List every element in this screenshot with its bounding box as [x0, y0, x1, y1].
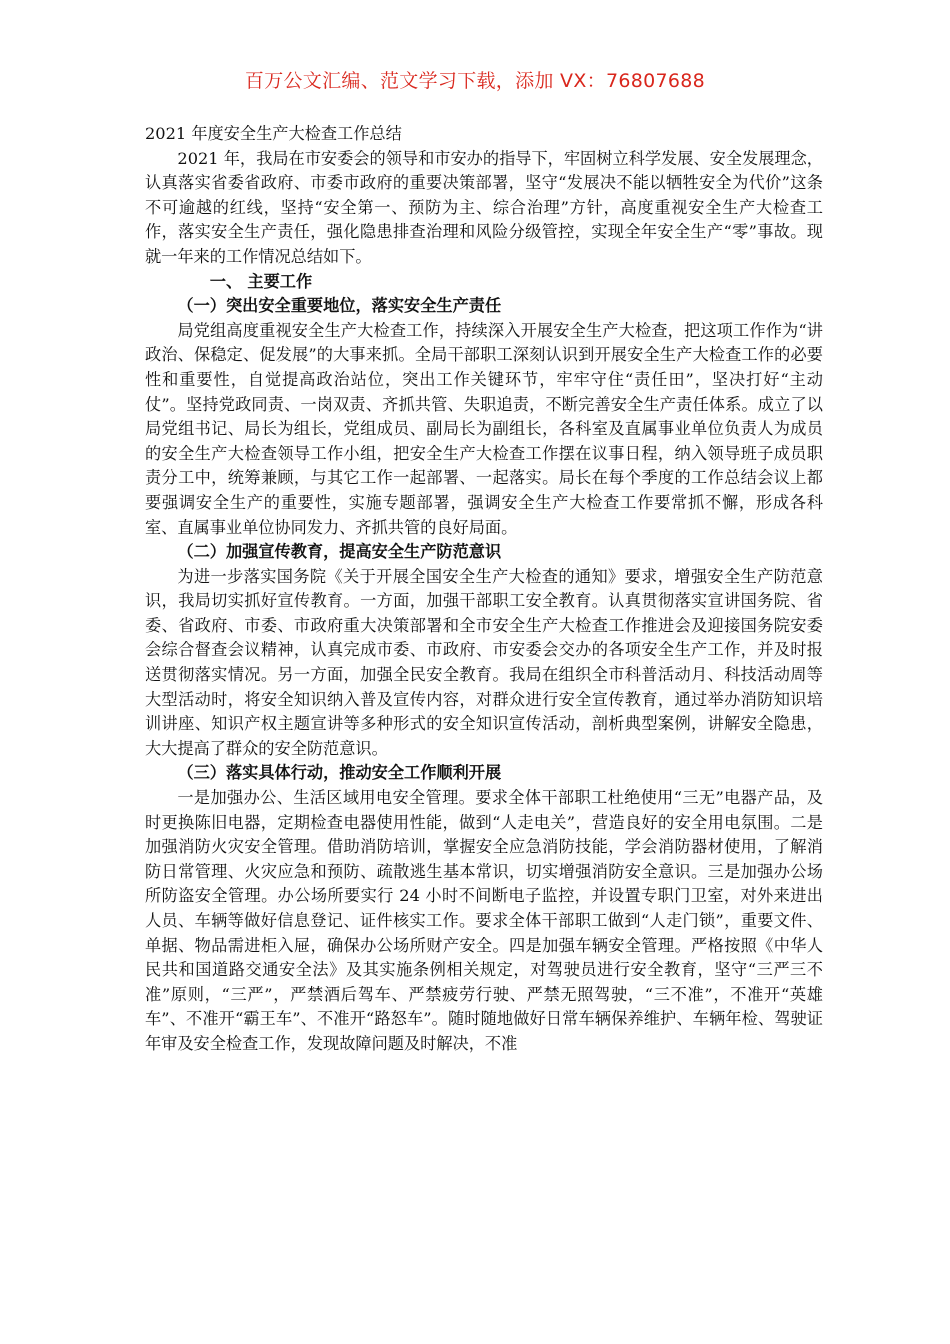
- subsection-body-1: 局党组高度重视安全生产大检查工作，持续深入开展安全生产大检查，把这项工作作为“讲政治、保稳定、促发展”的大事来抓。全局干部职工深刻认识到开展安全生产大检查工作的必要性和重要性，自觉提高政治站位，突出工作关键环节，牢牢守住“责任田”，坚决打好“主动仗”。坚持党政同责、一岗双责、齐抓共管、失职追责，不断完善安全生产责任体系。成立了以局党组书记、局长为组长，党组成员、副局长为副组长，各科室及直属事业单位负责人为成员的安全生产大检查领导工作小组，把安全生产大检查工作摆在议事日程，纳入领导班子成员职责分工中，统筹兼顾，与其它工作一起部署、一起落实。局长在每个季度的工作总结会议上都要强调安全生产的重要性，实施专题部署，强调安全生产大检查工作要常抓不懈，形成各科室、直属事业单位协同发力、齐抓共管的良好局面。: [145, 320, 823, 537]
- subsection-body-2: 为进一步落实国务院《关于开展全国安全生产大检查的通知》要求，增强安全生产防范意识，我局切实抓好宣传教育。一方面，加强干部职工安全教育。认真贯彻落实宣讲国务院、省委、省政府、市委、市政府重大决策部署和全市安全生产大检查工作推进会及迎接国务院安委会综合督查会议精神，认真完成市委、市政府、市安委会交办的各项安全生产工作，并及时报送贯彻落实情况。另一方面，加强全民安全教育。我局在组织全市科普活动月、科技活动周等大型活动时，将安全知识纳入普及宣传内容，对群众进行安全宣传教育，通过举办消防知识培训讲座、知识产权主题宣讲等多种形式的安全知识宣传活动，剖析典型案例，讲解安全隐患，大大提高了群众的安全防范意识。: [145, 566, 823, 758]
- subsection-heading-3: （三）落实具体行动，推动安全工作顺利开展: [177, 763, 502, 783]
- subsection-heading-2: （二）加强宣传教育，提高安全生产防范意识: [177, 542, 502, 562]
- document-title: 2021 年度安全生产大检查工作总结: [145, 124, 402, 143]
- document-body: [145, 122, 823, 1057]
- subsection-body-3: 一是加强办公、生活区域用电安全管理。要求全体干部职工杜绝使用“三无”电器产品，及时更换陈旧电器，定期检查电器使用性能，做到“人走电关”，营造良好的安全用电氛围。二是加强消防火灾安全管理。借助消防培训，掌握安全应急消防技能，学会消防器材使用，了解消防日常管理、火灾应急和预防、疏散逃生基本常识，切实增强消防安全意识。三是加强办公场所防盗安全管理。办公场所要实行 24 小时不间断电子监控，并设置专职门卫室，对外来进出人员、车辆等做好信息登记、证件核实工作。要求全体干部职工做到“人走门锁”，重要文件、单据、物品需进柜入屉，确保办公场所财产安全。四是加强车辆安全管理。严格按照《中华人民共和国道路交通安全法》及其实施条例相关规定，对驾驶员进行安全教育，坚守“三严三不准”原则，“三严”，严禁酒后驾车、严禁疲劳行驶、严禁无照驾驶，“三不准”，不准开“英雄车”、不准开“霸王车”、不准开“路怒车”。随时随地做好日常车辆保养维护、车辆年检、驾驶证年审及安全检查工作，发现故障问题及时解决，不准: [145, 788, 823, 1053]
- subsection-heading-1: （一）突出安全重要地位，落实安全生产责任: [177, 296, 502, 316]
- intro-paragraph: 2021 年，我局在市安委会的领导和市安办的指导下，牢固树立科学发展、安全发展理念，认真落实省委省政府、市委市政府的重要决策部署，坚守“发展决不能以牺牲安全为代价”这条不可逾越的红线，坚持“安全第一、预防为主、综合治理”方针，高度重视安全生产大检查工作，落实安全生产责任，强化隐患排查治理和风险分级管控，实现全年安全生产“零”事故。现就一年来的工作情况总结如下。: [145, 148, 823, 266]
- section-number: 一、: [209, 271, 243, 291]
- promo-banner: 百万公文汇编、范文学习下载，添加 VX：76807688: [244, 70, 706, 92]
- section-title: 主要工作: [247, 271, 313, 291]
- section-heading: [145, 270, 823, 295]
